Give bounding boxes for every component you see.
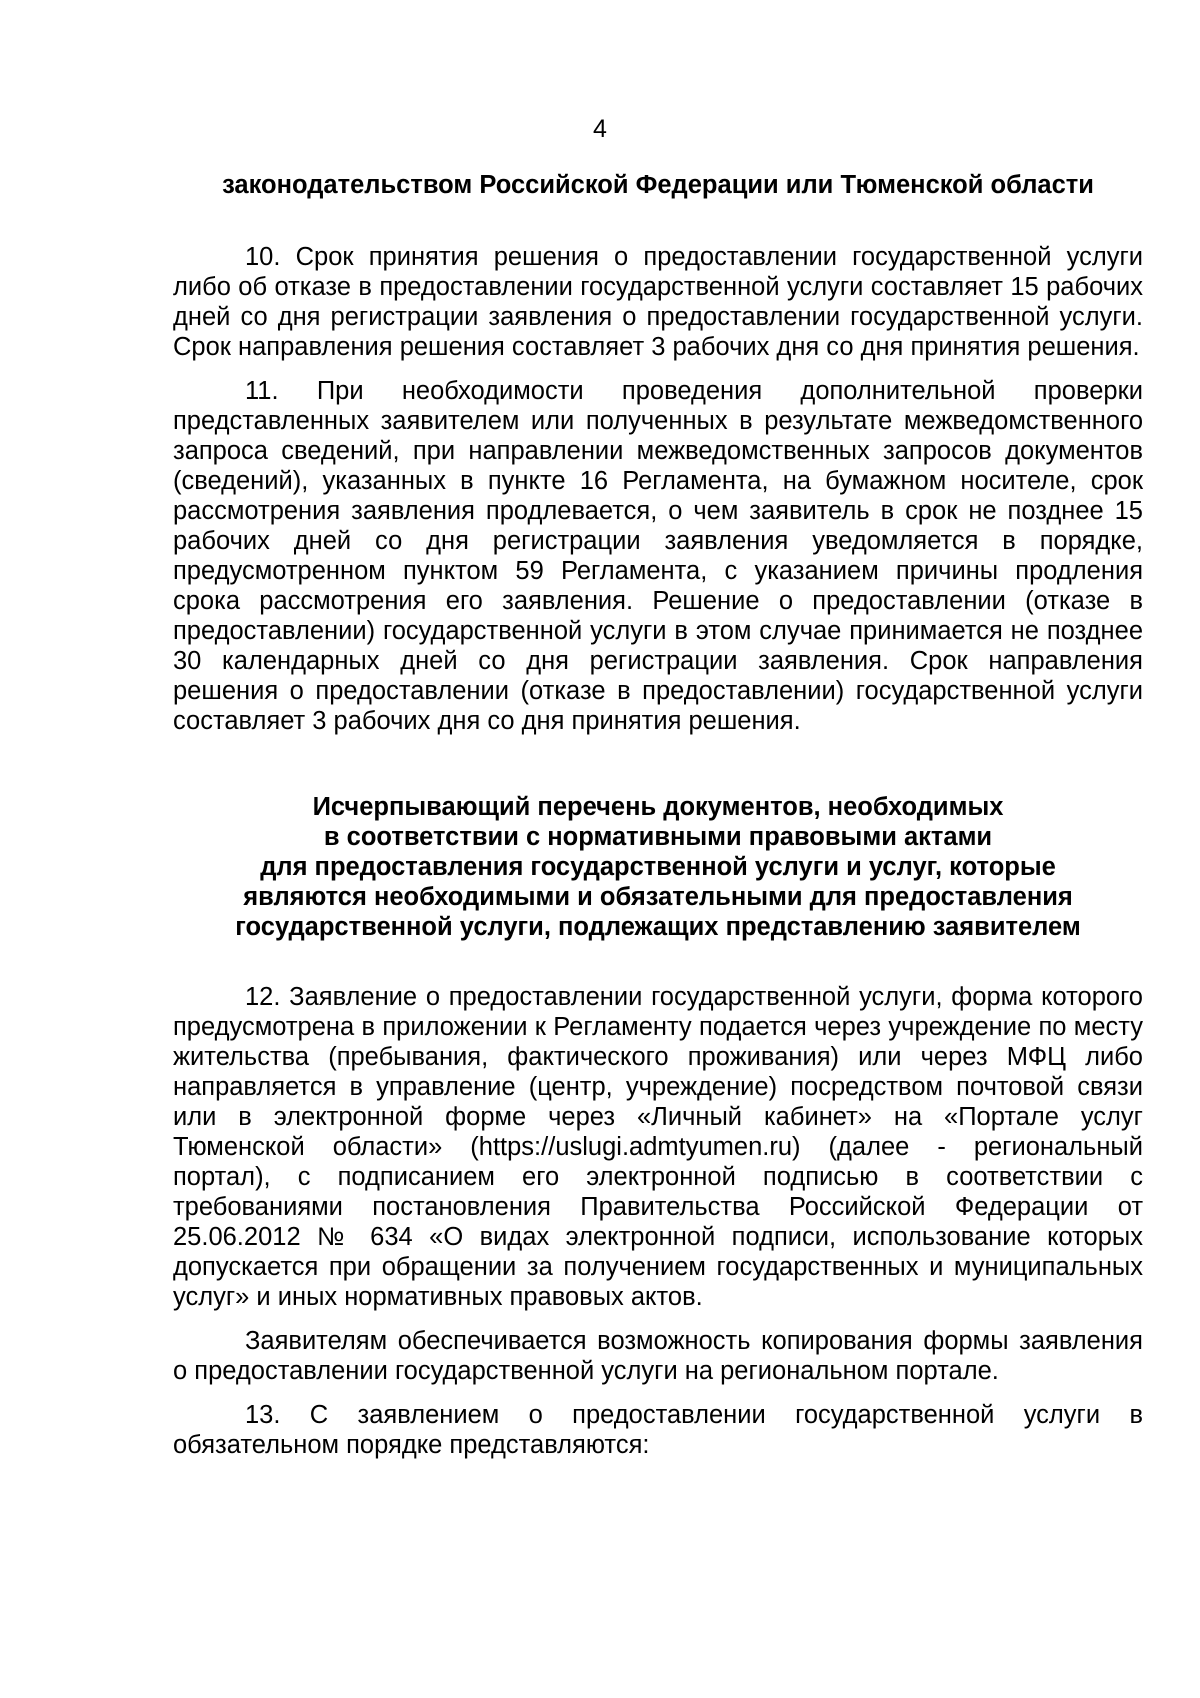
document-body	[173, 170, 1143, 1460]
continued-heading: законодательством Российской Федерации или Тюменской области	[222, 171, 1094, 199]
paragraph-copy-form: Заявителям обеспечивается возможность копирования формы заявления о предоставлении государственной услуги на региональном портале.	[173, 1327, 1143, 1385]
section-heading-line: для предоставления государственной услуги и услуг, которые	[260, 853, 1056, 881]
section-heading-line: Исчерпывающий перечень документов, необходимых	[312, 793, 1004, 821]
section-heading	[173, 792, 1143, 942]
section-heading-line: государственной услуги, подлежащих представлению заявителем	[235, 913, 1081, 941]
page-number: 4	[593, 115, 607, 143]
paragraph-13: 13. С заявлением о предоставлении государственной услуги в обязательном порядке представляются:	[173, 1401, 1143, 1459]
section-heading-line: являются необходимыми и обязательными для предоставления	[243, 883, 1073, 911]
section-heading-line: в соответствии с нормативными правовыми актами	[323, 823, 993, 851]
paragraph-12: 12. Заявление о предоставлении государственной услуги, форма которого предусмотрена в приложении к Регламенту подается через учреждение по месту жительства (пребывания, фактического проживания) или через МФЦ либо направляется в управление (центр, учреждение) посредством почтовой связи или в электронной форме через «Личный кабинет» на «Портале услуг Тюменской области» (https://uslugi.admtyumen.ru) (далее - региональный портал), с подписанием его электронной подписью в соответствии с требованиями постановления Правительства Российской Федерации от 25.06.2012 № 634 «О видах электронной подписи, использование которых допускается при обращении за получением государственных и муниципальных услуг» и иных нормативных правовых актов.	[173, 983, 1143, 1311]
paragraph-11: 11. При необходимости проведения дополнительной проверки представленных заявителем или полученных в результате межведомственного запроса сведений, при направлении межведомственных запросов документов (сведений), указанных в пункте 16 Регламента, на бумажном носителе, срок рассмотрения заявления продлевается, о чем заявитель в срок не позднее 15 рабочих дней со дня регистрации заявления уведомляется в порядке, предусмотренном пунктом 59 Регламента, с указанием причины продления срока рассмотрения его заявления. Решение о предоставлении (отказе в предоставлении) государственной услуги в этом случае принимается не позднее 30 календарных дней со дня регистрации заявления. Срок направления решения о предоставлении (отказе в предоставлении) государственной услуги составляет 3 рабочих дня со дня принятия решения.	[173, 377, 1143, 735]
paragraph-10: 10. Срок принятия решения о предоставлении государственной услуги либо об отказе в предоставлении государственной услуги составляет 15 рабочих дней со дня регистрации заявления о предоставлении государственной услуги. Срок направления решения составляет 3 рабочих дня со дня принятия решения.	[173, 243, 1143, 361]
